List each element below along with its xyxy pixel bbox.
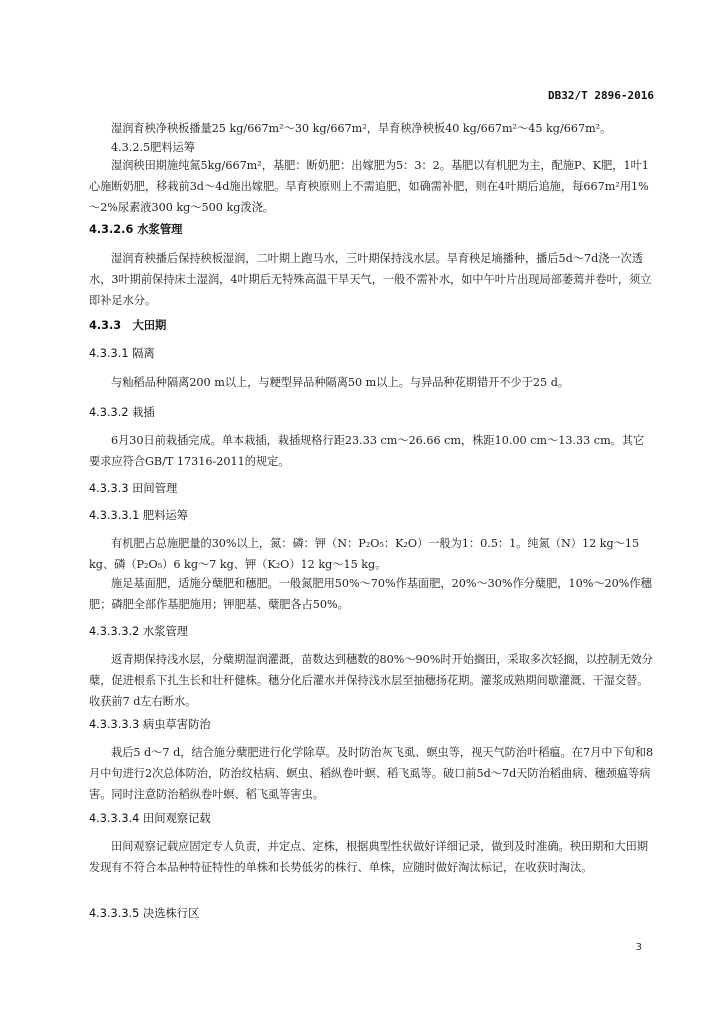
section-heading-pest-control: 4.3.3.3.3 病虫草害防治 (89, 718, 211, 731)
document-id: DB32/T 2896-2016 (548, 89, 654, 102)
paragraph-fertilizer-application: 施足基面肥，适施分蘖肥和穗肥。一般氮肥用50%～70%作基面肥，20%～30%作分蘖肥，10%～20%作穗肥；磷肥全部作基肥施用；钾肥基、蘖肥各占50%。 (89, 577, 652, 611)
paragraph-transplanting: 6月30日前栽插完成。单本栽插，栽插规格行距23.33 cm～26.66 cm，株距10.00 cm～13.33 cm。其它要求应符合GB/T 17316-2011的规定。 (89, 434, 645, 468)
paragraph-field-water: 返青期保持浅水层，分蘖期湿润灌溉，苗数达到穗数的80%～90%时开始搁田，采取多次轻搁，以控制无效分蘖，促进根系下扎生长和壮秆健株。穗分化后灌水并保持浅水层至抽穗扬花期。灌浆成熟期间歇灌溉、干湿交替。收获前7 d左右断水。 (89, 653, 653, 708)
section-heading-fertilizer-seedbed: 4.3.2.5肥料运筹 (111, 141, 195, 154)
section-heading-water-seedbed: 4.3.2.6 水浆管理 (89, 223, 183, 236)
paragraph-observation: 田间观察记载应固定专人负责，并定点、定株，根据典型性状做好详细记录，做到及时准确。秧田期和大田期发现有不符合本品种特征特性的单株和长势低劣的株行、单株，应随时做好淘汰标记，在收获时淘汰。 (89, 840, 649, 874)
section-heading-fertilizer-field: 4.3.3.3.1 肥料运筹 (89, 509, 189, 522)
paragraph-pest-control: 栽后5 d～7 d，结合施分蘖肥进行化学除草。及时防治灰飞虱、螟虫等，视天气防治叶稻瘟。在7月中下旬和8月中旬进行2次总体防治，防治纹枯病、螟虫、稻纵卷叶螟、稻飞虱等。破口前5d～7d天防治稻曲病、穗颈瘟等病害。同时注意防治稻纵卷叶螟、稻飞虱等害虫。 (89, 746, 654, 801)
section-heading-isolation: 4.3.3.1 隔离 (89, 347, 155, 360)
paragraph-seeding-rate: 湿润育秧净秧板播量25 kg/667m²～30 kg/667m²，旱育秧净秧板40 kg/667m²～45 kg/667m²。 (111, 122, 612, 135)
section-heading-transplanting: 4.3.3.2 栽插 (89, 406, 155, 419)
page-number: 3 (635, 942, 642, 953)
paragraph-seedbed-fertilizer: 湿润秧田期施纯氮5kg/667m²，基肥：断奶肥：出嫁肥为5：3：2。基肥以有机肥为主，配施P、K肥，1叶1心施断奶肥，移栽前3d～4d施出嫁肥。旱育秧原则上不需追肥，如确需补肥，则在4叶期后追施，每667m²用1%～2%尿素液300 kg～500 kg泼浇。 (89, 159, 649, 214)
section-heading-selection-plot: 4.3.3.3.5 决选株行区 (89, 907, 200, 920)
section-heading-field-stage: 4.3.3 大田期 (89, 319, 167, 332)
section-heading-field-management: 4.3.3.3 田间管理 (89, 482, 178, 495)
paragraph-isolation: 与籼稻品种隔离200 m以上，与粳型异品种隔离50 m以上。与异品种花期错开不少于25 d。 (111, 376, 570, 389)
section-heading-water-field: 4.3.3.3.2 水浆管理 (89, 625, 189, 638)
paragraph-seedbed-water: 湿润育秧播后保持秧板湿润，二叶期上跑马水，三叶期保持浅水层。旱育秧足墒播种，播后5d～7d浇一次透水，3叶期前保持床土湿润，4叶期后无特殊高温干旱天气，一般不需补水，如中午叶片出现局部萎蔫并卷叶，须立即补足水分。 (89, 252, 652, 307)
section-heading-observation: 4.3.3.3.4 田间观察记载 (89, 812, 211, 825)
paragraph-fertilizer-ratio: 有机肥占总施肥量的30%以上，氮：磷：钾（N：P₂O₅：K₂O）一般为1：0.5：1。纯氮（N）12 kg～15 kg、磷（P₂O₅）6 kg～7 kg、钾（K₂O）12 kg～15 kg。 (89, 537, 640, 571)
